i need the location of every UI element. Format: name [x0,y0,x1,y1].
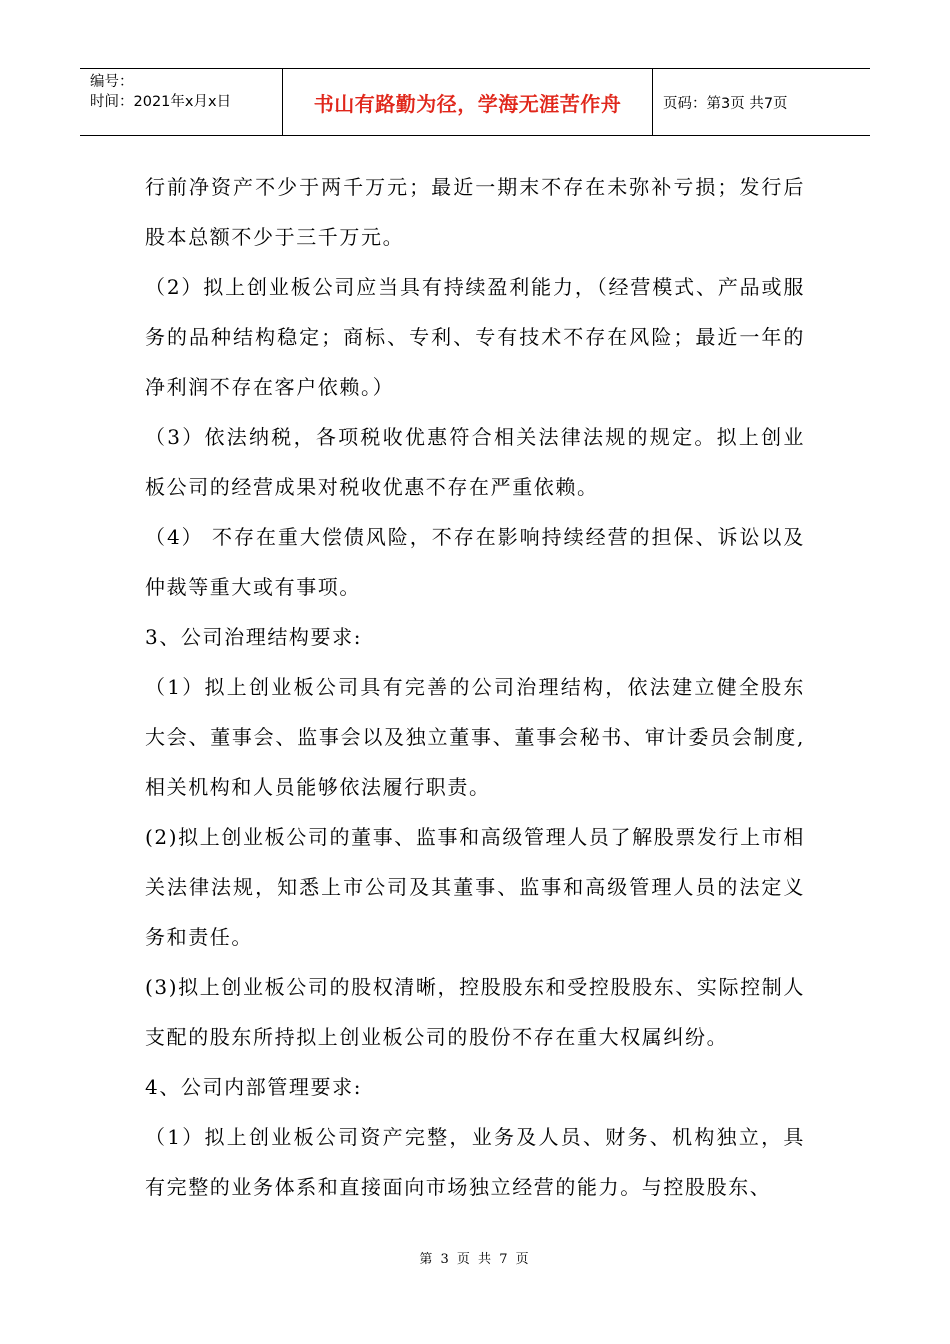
serial-label: 编号： [90,74,134,90]
paragraph: （1）拟上创业板公司资产完整，业务及人员、财务、机构独立，具有完整的业务体系和直接面向市场独立经营的能力。与控股股东、 [145,1125,805,1199]
section-heading: 3、公司治理结构要求: [145,625,363,649]
paragraph: （2）拟上创业板公司应当具有持续盈利能力，（经营模式、产品或服务的品种结构稳定；商标、专利、专有技术不存在风险；最近一年的净利润不存在客户依赖。） [145,275,805,399]
header-meta [80,69,283,135]
document-header [80,68,870,136]
paragraph: 行前净资产不少于两千万元；最近一期末不存在未弥补亏损；发行后股本总额不少于三千万元。 [145,175,805,249]
paragraph: (3)拟上创业板公司的股权清晰，控股股东和受控股股东、实际控制人支配的股东所持拟上创业板公司的股份不存在重大权属纠纷。 [145,975,805,1049]
header-page-number: 页码：第3页 共7页 [663,95,788,112]
document-body [145,162,805,1212]
paragraph: （3）依法纳税，各项税收优惠符合相关法律法规的规定。拟上创业板公司的经营成果对税收优惠不存在严重依赖。 [145,425,805,499]
header-motto: 书山有路勤为径，学海无涯苦作舟 [283,69,653,135]
paragraph: (2)拟上创业板公司的董事、监事和高级管理人员了解股票发行上市相关法律法规，知悉上市公司及其董事、监事和高级管理人员的法定义务和责任。 [145,825,805,949]
page-footer: 第 3 页 共 7 页 [419,1252,531,1267]
date-label: 时间：2021年x月x日 [90,94,232,110]
paragraph: （1）拟上创业板公司具有完善的公司治理结构，依法建立健全股东大会、董事会、监事会以及独立董事、董事会秘书、审计委员会制度,相关机构和人员能够依法履行职责。 [145,675,805,799]
section-heading: 4、公司内部管理要求: [145,1075,363,1099]
paragraph: （4） 不存在重大偿债风险，不存在影响持续经营的担保、诉讼以及仲裁等重大或有事项。 [145,525,805,599]
